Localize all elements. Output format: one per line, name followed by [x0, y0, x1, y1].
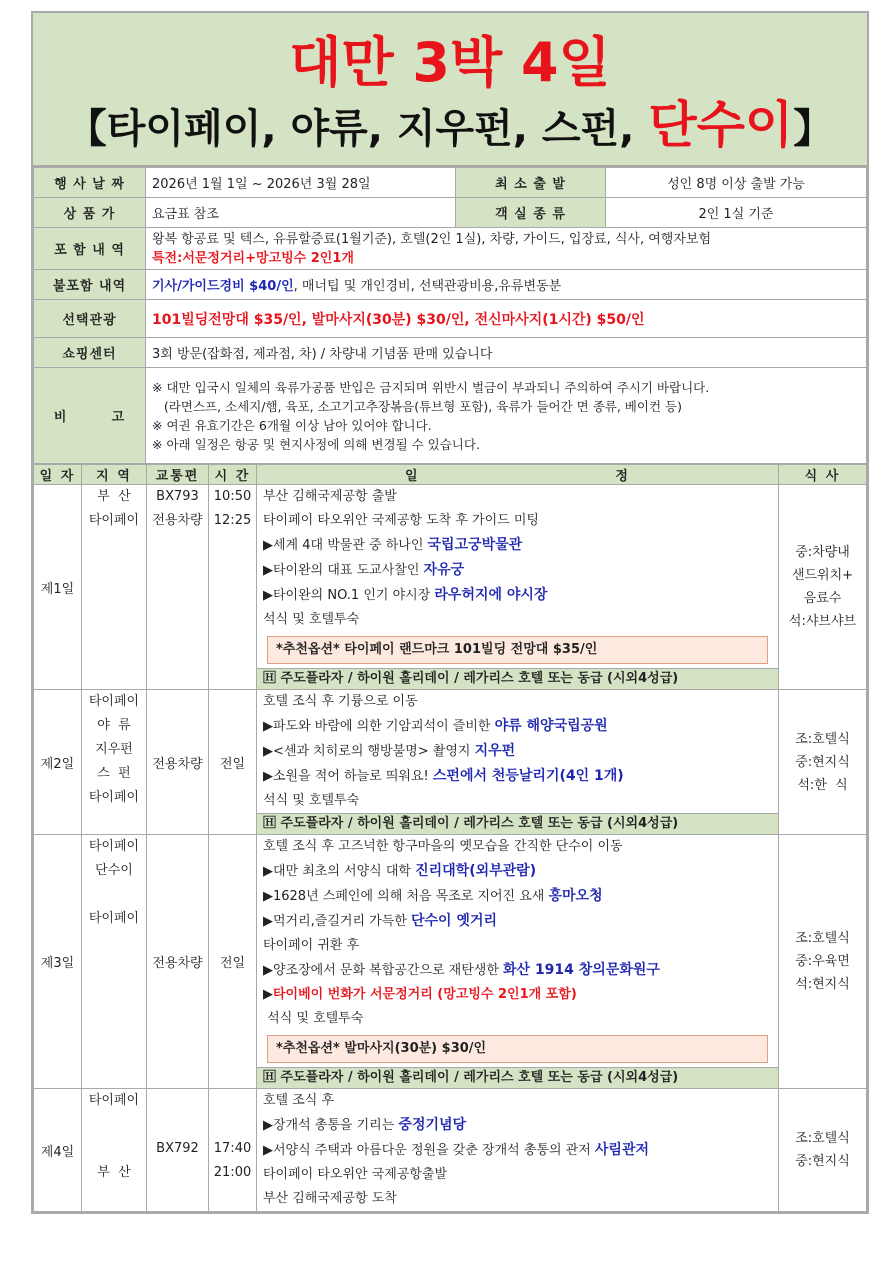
title-banner — [33, 13, 867, 167]
schedule-line — [263, 789, 772, 813]
hotel-line: 🄷 주도플라자 / 하이원 홀리데이 / 레가리스 호텔 또는 동급 (시외4성급) — [257, 813, 778, 834]
schedule-line — [263, 714, 772, 739]
region-name: 부 산 — [97, 489, 131, 504]
line-text: ▶ — [263, 987, 273, 1002]
time-value — [209, 1089, 256, 1113]
remark-line: (라면스프, 소세지/햄, 육포, 소고기고추장볶음(튜브형 포함), 육류가 들어간 면 종류, 베이컨 등) — [152, 398, 682, 414]
shop-label: 쇼핑센터 — [34, 338, 146, 368]
price-label: 상 품 가 — [34, 198, 146, 228]
schedule-line — [263, 583, 772, 608]
line-highlight: 스펀에서 천등날리기(4인 1개) — [432, 768, 624, 784]
line-highlight: 라우허지에 야시장 — [434, 587, 548, 603]
line-text: 석식 및 호텔투숙 — [263, 793, 360, 808]
header-time: 시 간 — [209, 465, 257, 485]
schedule-line — [263, 509, 772, 533]
meal-item: 석:한 식 — [797, 777, 848, 793]
meal-item: 조:호텔식 — [795, 931, 850, 946]
option-value: 101빌딩전망대 $35/인, 발마사지(30분) $30/인, 전신마사지(1시간) $50/인 — [146, 300, 867, 338]
schedule-line — [263, 909, 772, 934]
region-name: 타이페이 — [88, 513, 140, 528]
schedule-line — [263, 533, 772, 558]
meal-item: 조:호텔식 — [795, 1131, 850, 1146]
period-label: 행 사 날 짜 — [34, 168, 146, 198]
exclude-rest: , 매너팁 및 개인경비, 선택관광비용,유류변동분 — [293, 279, 562, 294]
recommended-option: *추천옵션* 타이페이 랜드마크 101빌딩 전망대 $35/인 — [267, 636, 768, 664]
min-label: 최 소 출 발 — [456, 168, 606, 198]
schedule-line — [263, 859, 772, 884]
meal-cell — [779, 835, 867, 1089]
line-text: ▶타이완의 대표 도교사찰인 — [263, 563, 424, 578]
line-text: 호텔 조식 후 고즈넉한 항구마을의 옛모습을 간직한 단수이 이동 — [263, 839, 623, 854]
line-highlight: 지우펀 — [474, 743, 516, 759]
line-highlight: 야류 해양국립공원 — [494, 718, 608, 734]
meal-cell — [779, 485, 867, 690]
meal-item: 중:현지식 — [795, 1154, 850, 1169]
schedule-line — [263, 983, 772, 1007]
line-text: ▶<센과 치히로의 행방불명> 촬영지 — [263, 744, 475, 759]
line-text: ▶타이완의 NO.1 인기 야시장 — [263, 588, 435, 603]
time-cell — [209, 1089, 257, 1212]
line-text: ▶서양식 주택과 아름다운 정원을 갖춘 장개석 총통의 관저 — [263, 1143, 595, 1158]
remark-line: ※ 여권 유효기간은 6개월 이상 남아 있어야 합니다. — [152, 417, 432, 433]
line-text: 호텔 조식 후 기륭으로 이동 — [263, 694, 418, 709]
itinerary-table — [33, 464, 867, 1212]
region-name — [82, 883, 146, 907]
line-highlight: 단수이 옛거리 — [410, 913, 498, 929]
line-text: ▶대만 최초의 서양식 대학 — [263, 864, 416, 879]
region-cell — [82, 1089, 147, 1212]
line-text: ▶소원을 적어 하늘로 띄워요! — [263, 769, 433, 784]
meal-item: 음료수 — [803, 591, 842, 606]
meal-item: 중:차량내 — [795, 545, 850, 560]
transport-name: BX793 — [156, 489, 199, 504]
line-text: 부산 김해국제공항 출발 — [263, 489, 397, 504]
min-value: 성인 8명 이상 출발 가능 — [606, 168, 867, 198]
schedule-line — [263, 608, 772, 632]
day-label: 제2일 — [34, 690, 82, 835]
schedule-line — [263, 1138, 772, 1163]
day-label: 제4일 — [34, 1089, 82, 1212]
line-text: 타이페이 귀환 후 — [263, 938, 360, 953]
schedule-line — [263, 690, 772, 714]
line-highlight: 중정기념당 — [398, 1117, 467, 1133]
time-cell: 전일 — [209, 690, 257, 835]
transport-name: 전용차량 — [152, 513, 203, 528]
line-text: 타이페이 타오위안 국제공항 도착 후 가이드 미팅 — [263, 513, 539, 528]
itinerary-header-row — [34, 465, 867, 485]
transport-cell: 전용차량 — [147, 835, 209, 1089]
schedule-cell — [257, 485, 779, 690]
line-highlight: 사림관저 — [594, 1142, 649, 1158]
remark-line: ※ 대만 입국시 일체의 육류가공품 반입은 금지되며 위반시 벌금이 부과되니 주의하여 주시기 바랍니다. — [152, 379, 710, 395]
time-value: 12:25 — [213, 513, 252, 528]
line-highlight: 화산 1914 창의문화원구 — [503, 962, 660, 978]
region-name: 지우펀 — [95, 742, 133, 757]
line-text: ▶먹거리,즐길거리 가득한 — [263, 914, 411, 929]
header-schedule: 일 정 — [257, 465, 779, 485]
time-value: 10:50 — [213, 489, 252, 504]
schedule-line — [263, 1113, 772, 1138]
transport-name — [147, 1161, 208, 1185]
region-name — [82, 1137, 146, 1161]
meal-item: 샌드위치+ — [791, 568, 854, 583]
day-label: 제3일 — [34, 835, 82, 1089]
page-title: 대만 3박 4일 — [289, 31, 611, 94]
schedule-line — [263, 764, 772, 789]
day-row-1 — [34, 485, 867, 690]
exclude-label: 불포함 내역 — [34, 270, 146, 300]
schedule-cell — [257, 690, 779, 835]
meal-item: 중:우육면 — [795, 954, 850, 969]
line-text: ▶1628년 스페인에 의해 처음 목조로 지어진 요새 — [263, 889, 549, 904]
line-text: ▶세계 4대 박물관 중 하나인 — [263, 538, 428, 553]
schedule-cell — [257, 835, 779, 1089]
header-transport: 교통편 — [147, 465, 209, 485]
time-cell — [209, 485, 257, 690]
region-cell — [82, 690, 147, 835]
transport-name — [147, 1089, 208, 1113]
meal-item: 중:현지식 — [795, 754, 850, 770]
header-day: 일 자 — [34, 465, 82, 485]
schedule-cell — [257, 1089, 779, 1212]
exclude-cell — [146, 270, 867, 300]
day-row-4 — [34, 1089, 867, 1212]
line-text: ▶양조장에서 문화 복합공간으로 재탄생한 — [263, 963, 504, 978]
schedule-line — [263, 1163, 772, 1187]
meal-cell — [779, 690, 867, 835]
include-value: 왕복 항공료 및 텍스, 유류할증료(1월기준), 호텔(2인 1실), 차량, 가이드, 입장료, 식사, 여행자보험 — [152, 231, 712, 247]
region-name: 야 류 — [97, 718, 131, 733]
remark-cell — [146, 368, 867, 464]
region-name: 타이페이 — [88, 839, 140, 854]
schedule-line — [263, 739, 772, 764]
schedule-line — [263, 1089, 772, 1113]
line-text: 타이페이 타오위안 국제공항출발 — [263, 1167, 448, 1182]
schedule-line — [263, 1187, 772, 1211]
include-label: 포 함 내 역 — [34, 228, 146, 270]
hotel-line: 🄷 주도플라자 / 하이원 홀리데이 / 레가리스 호텔 또는 동급 (시외4성급) — [257, 1067, 778, 1088]
line-highlight: 홍마오청 — [548, 888, 603, 904]
schedule-line — [263, 558, 772, 583]
line-text: 석식 및 호텔투숙 — [263, 1011, 364, 1026]
page-subtitle — [33, 93, 867, 161]
schedule-line — [263, 1007, 772, 1031]
region-cell — [82, 485, 147, 690]
meal-item: 석:샤브샤브 — [788, 614, 857, 629]
line-highlight: 국립고궁박물관 — [427, 537, 523, 553]
day-row-3 — [34, 835, 867, 1089]
line-text: 호텔 조식 후 — [263, 1093, 335, 1108]
option-label: 선택관광 — [34, 300, 146, 338]
period-value: 2026년 1월 1일 ~ 2026년 3월 28일 — [146, 168, 456, 198]
region-name: 단수이 — [95, 863, 133, 878]
meal-cell — [779, 1089, 867, 1212]
transport-cell — [147, 485, 209, 690]
remark-label: 비 고 — [34, 368, 146, 464]
meal-item: 석:현지식 — [795, 977, 850, 992]
line-highlight-red: 타이베이 번화가 서문정거리 (망고빙수 2인1개 포함) — [273, 987, 577, 1002]
time-value: 17:40 — [213, 1141, 252, 1156]
region-name: 타이페이 — [88, 1093, 140, 1108]
subtitle-highlight: 단수이 — [648, 96, 794, 154]
schedule-line — [263, 958, 772, 983]
itinerary-document — [31, 11, 869, 1214]
day-label: 제1일 — [34, 485, 82, 690]
transport-name — [147, 1113, 208, 1137]
transport-cell: 전용차량 — [147, 690, 209, 835]
region-name: 타이페이 — [88, 790, 140, 805]
recommended-option: *추천옵션* 발마사지(30분) $30/인 — [267, 1035, 768, 1063]
region-name: 부 산 — [97, 1165, 131, 1180]
time-value: 21:00 — [213, 1165, 252, 1180]
shop-value: 3회 방문(잡화점, 제과점, 차) / 차량내 기념품 판매 있습니다 — [146, 338, 867, 368]
schedule-line — [263, 934, 772, 958]
header-meal: 식 사 — [779, 465, 867, 485]
header-region: 지 역 — [82, 465, 147, 485]
time-value — [209, 1113, 256, 1137]
line-highlight: 진리대학(외부관람) — [415, 863, 537, 879]
region-name: 타이페이 — [88, 911, 140, 926]
region-name: 스 펀 — [97, 766, 131, 781]
hotel-line: 🄷 주도플라자 / 하이원 홀리데이 / 레가리스 호텔 또는 동급 (시외4성급) — [257, 668, 778, 689]
transport-name: BX792 — [156, 1141, 199, 1156]
exclude-highlight: 기사/가이드경비 $40/인 — [152, 279, 294, 294]
info-table — [33, 167, 867, 464]
schedule-line — [263, 835, 772, 859]
region-cell — [82, 835, 147, 1089]
transport-cell — [147, 1089, 209, 1212]
time-cell: 전일 — [209, 835, 257, 1089]
day-row-2 — [34, 690, 867, 835]
schedule-line — [263, 485, 772, 509]
schedule-line — [263, 884, 772, 909]
subtitle-suffix: 】 — [793, 106, 834, 152]
remark-line: ※ 아래 일정은 항공 및 현지사정에 의해 변경될 수 있습니다. — [152, 436, 480, 452]
room-value: 2인 1실 기준 — [606, 198, 867, 228]
line-text: ▶파도와 바람에 의한 기암괴석이 즐비한 — [263, 719, 495, 734]
line-text: ▶장개석 총통을 기리는 — [263, 1118, 399, 1133]
subtitle-prefix: 【타이페이, 야류, 지우펀, 스펀, — [66, 106, 649, 152]
price-value: 요금표 참조 — [146, 198, 456, 228]
line-highlight: 자유궁 — [423, 562, 465, 578]
include-special: 특전:서문정거리+망고빙수 2인1개 — [152, 250, 354, 266]
region-name — [82, 1113, 146, 1137]
line-text: 석식 및 호텔투숙 — [263, 612, 360, 627]
line-text: 부산 김해국제공항 도착 — [263, 1191, 397, 1206]
include-cell — [146, 228, 867, 270]
room-label: 객 실 종 류 — [456, 198, 606, 228]
meal-item: 조:호텔식 — [795, 731, 850, 747]
region-name: 타이페이 — [88, 694, 140, 709]
